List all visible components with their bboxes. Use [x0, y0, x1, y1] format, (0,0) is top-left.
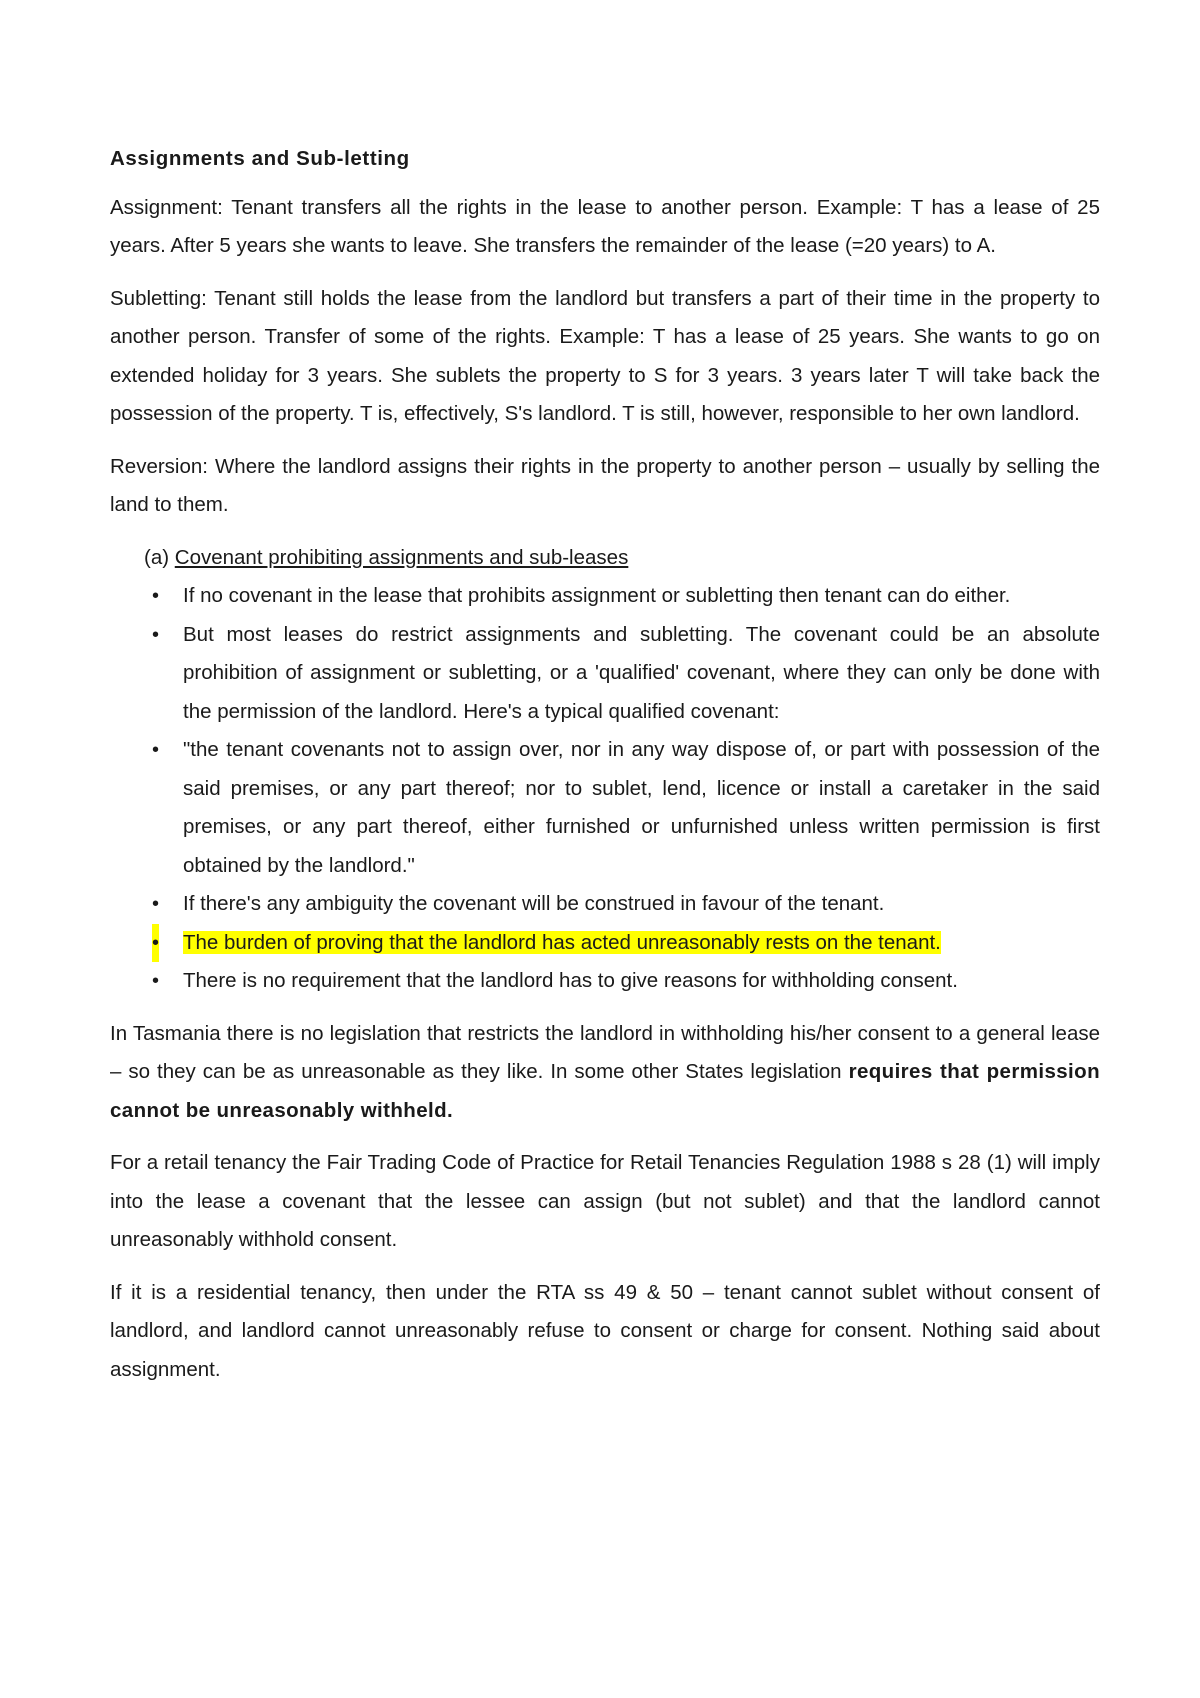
list-item-text: If there's any ambiguity the covenant will be construed in favour of the tenant.	[183, 892, 885, 915]
section-a-marker: (a)	[144, 545, 170, 569]
bullet-icon: •	[152, 623, 160, 646]
list-item	[110, 616, 1100, 732]
list-item-text: "the tenant covenants not to assign over, nor in any way dispose of, or part with possession of the said premises, or any part thereof; nor to sublet, lend, licence or install a caretaker in the said premises, or any part thereof, either furnished or unfurnished unless written permission is first obtained by the landlord."	[183, 738, 1100, 877]
bullet-icon: •	[152, 585, 160, 607]
list-item	[110, 731, 1100, 885]
paragraph-tasmania-text: In Tasmania there is no legislation that restricts the landlord in withholding his/her consent to a general lease – so they can be as unreasonable as they like. In some other States legislation	[110, 1021, 1100, 1083]
bullet-icon: •	[152, 924, 159, 963]
document-page	[110, 140, 1100, 1403]
bullet-icon: •	[152, 739, 160, 761]
list-item-text: If no covenant in the lease that prohibits assignment or subletting then tenant can do either.	[183, 584, 1011, 607]
bullet-list	[110, 577, 1100, 1001]
list-item	[110, 885, 1100, 924]
highlighted-text: The burden of proving that the landlord has acted unreasonably rests on the tenant.	[183, 930, 941, 954]
list-item-highlighted	[110, 924, 1100, 963]
paragraph-assignment: Assignment: Tenant transfers all the rights in the lease to another person. Example: T has a lease of 25 years. After 5 years she wants to leave. She transfers the remainder of the lease (=20 years) to A.	[110, 195, 1100, 257]
bullet-icon: •	[152, 970, 160, 992]
section-a-title: Covenant prohibiting assignments and sub-leases	[174, 545, 629, 569]
bullet-icon: •	[152, 893, 160, 915]
paragraph-tasmania	[110, 1015, 1100, 1131]
paragraph-retail: For a retail tenancy the Fair Trading Code of Practice for Retail Tenancies Regulation 1988 s 28 (1) will imply into the lease a covenant that the lessee can assign (but not sublet) and that the landlord cannot unreasonably withhold consent.	[110, 1151, 1100, 1251]
list-item	[110, 577, 1100, 616]
paragraph-tasmania-bold: requires that permission cannot be unreasonably withheld.	[110, 1060, 1100, 1122]
page-title: Assignments and Sub-letting	[110, 147, 410, 170]
list-item-text: There is no requirement that the landlord has to give reasons for withholding consent.	[183, 969, 958, 992]
paragraph-residential: If it is a residential tenancy, then under the RTA ss 49 & 50 – tenant cannot sublet without consent of landlord, and landlord cannot unreasonably refuse to consent or charge for consent. Nothing said about assignment.	[110, 1280, 1100, 1381]
paragraph-subletting: Subletting: Tenant still holds the lease from the landlord but transfers a part of their time in the property to another person. Transfer of some of the rights. Example: T has a lease of 25 years. She wants to go on extended holiday for 3 years. She sublets the property to S for 3 years. 3 years later T will take back the possession of the property. T is, effectively, S's landlord. T is still, however, responsible to her own landlord.	[110, 286, 1100, 425]
paragraph-reversion: Reversion: Where the landlord assigns their rights in the property to another person – usually by selling the land to them.	[110, 454, 1100, 516]
list-item	[110, 962, 1100, 1001]
section-a-heading	[110, 539, 1100, 578]
list-item-text: But most leases do restrict assignments and subletting. The covenant could be an absolute prohibition of assignment or subletting, or a 'qualified' covenant, where they can only be done with the permission of the landlord. Here's a typical qualified covenant:	[183, 622, 1100, 723]
